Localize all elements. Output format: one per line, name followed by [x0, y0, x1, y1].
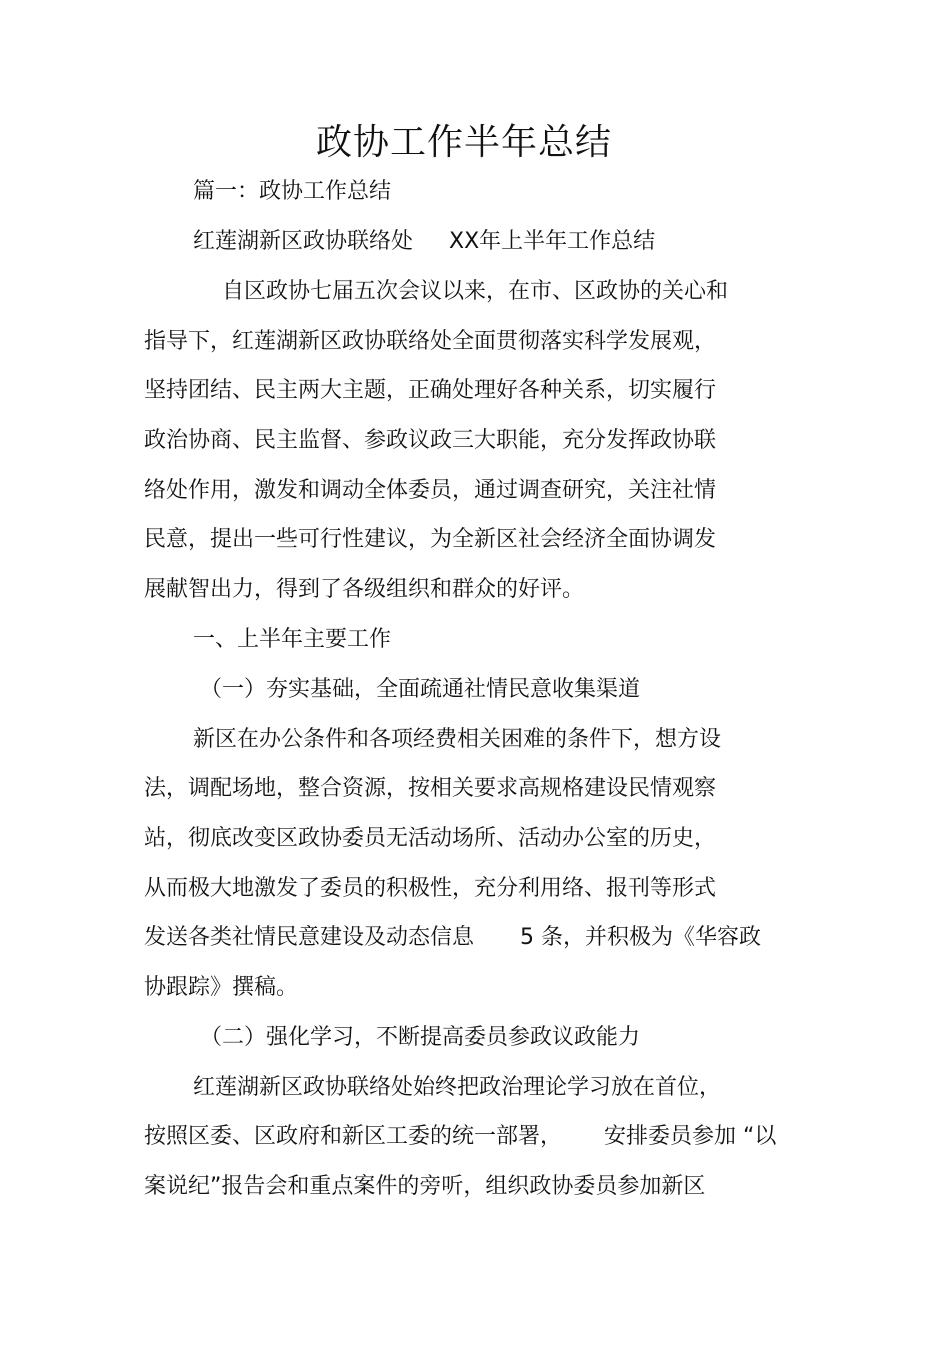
paragraph-text: 按照区委、区政府和新区工委的统一部署，	[144, 1124, 563, 1149]
subtitle-line	[193, 226, 655, 258]
paragraph-line: 展献智出力，得到了各级组织和群众的好评。	[144, 577, 585, 602]
subtitle-org: 红莲湖新区政协联络处	[193, 229, 414, 254]
paragraph-line	[144, 922, 761, 954]
paragraph-line: 政治协商、民主监督、参政议政三大职能，充分发挥政协联	[144, 428, 717, 453]
paragraph-line: 法，调配场地，整合资源，按相关要求高规格建设民情观察	[144, 776, 717, 801]
paragraph-line	[144, 1121, 776, 1153]
paragraph-line: 协跟踪》撰稿。	[144, 975, 299, 1000]
section-heading: 一、上半年主要工作	[193, 627, 392, 652]
paragraph-line: 站，彻底改变区政协委员无活动场所、活动办公室的历史，	[144, 826, 717, 851]
paragraph-text: 安排委员参加 “以	[604, 1124, 777, 1149]
paragraph-line: 红莲湖新区政协联络处始终把政治理论学习放在首位，	[193, 1075, 722, 1100]
paragraph-line: 民意，提出一些可行性建议，为全新区社会经济全面协调发	[144, 527, 717, 552]
paragraph-line: 络处作用，激发和调动全体委员，通过调查研究，关注社情	[144, 478, 717, 503]
document-title: 政协工作半年总结	[315, 122, 612, 163]
subtitle-period: XX年上半年工作总结	[449, 229, 656, 254]
paragraph-line: 新区在办公条件和各项经费相关困难的条件下，想方设	[193, 727, 722, 752]
paragraph-line: 自区政协七届五次会议以来，在市、区政协的关心和	[222, 279, 729, 304]
paragraph-line: 指导下，红莲湖新区政协联络处全面贯彻落实科学发展观，	[144, 329, 717, 354]
subsection-heading: （一）夯实基础，全面疏通社情民意收集渠道	[200, 677, 641, 702]
section-heading: 篇一：政协工作总结	[193, 179, 392, 204]
paragraph-line: 坚持团结、民主两大主题，正确处理好各种关系，切实履行	[144, 378, 717, 403]
subsection-heading: （二）强化学习，不断提高委员参政议政能力	[200, 1025, 641, 1050]
paragraph-text: 发送各类社情民意建设及动态信息	[144, 925, 475, 950]
paragraph-line: 从而极大地激发了委员的积极性，充分利用络、报刊等形式	[144, 876, 717, 901]
paragraph-text: 5 条，并积极为《华容政	[520, 925, 762, 950]
paragraph-line: 案说纪”报告会和重点案件的旁听，组织政协委员参加新区	[144, 1174, 706, 1199]
